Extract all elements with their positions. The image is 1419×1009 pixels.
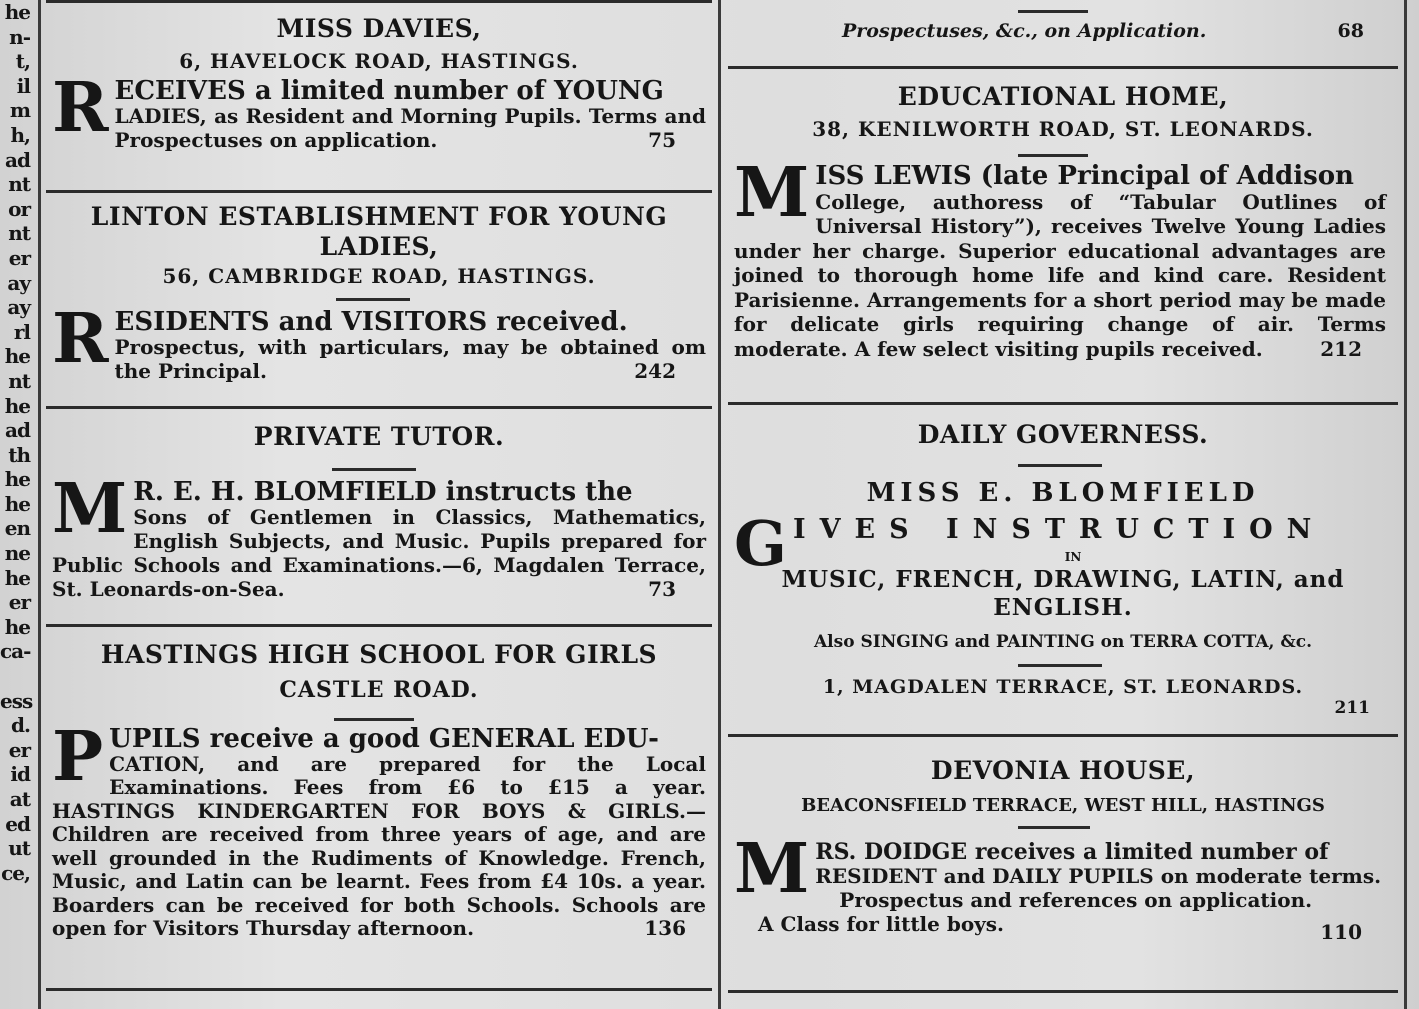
short-rule — [1018, 154, 1088, 157]
gutter-fragment: at — [9, 787, 30, 811]
divider — [46, 988, 712, 991]
short-rule — [1018, 826, 1090, 829]
drop-cap: M — [52, 469, 128, 549]
ad-body — [728, 829, 1398, 944]
ad-address: CASTLE ROAD. — [279, 677, 479, 703]
divider — [46, 406, 712, 409]
gutter-fragment: en — [4, 516, 30, 541]
gutter-fragment: ad — [5, 147, 30, 172]
gutter-fragment: rl — [13, 319, 30, 344]
ad-body — [46, 68, 712, 152]
gutter-fragment: or — [8, 196, 30, 221]
ad-body — [728, 153, 1398, 361]
gutter-fragment: nt — [8, 368, 30, 393]
ad-high-school — [46, 640, 712, 703]
gutter-fragment: he — [4, 393, 30, 418]
column-rule-right — [1404, 0, 1407, 1009]
short-rule — [332, 468, 416, 471]
ad-address: 38, KENILWORTH ROAD, ST. LEONARDS. — [812, 117, 1314, 141]
ad-address: 1, MAGDALEN TERRACE, ST. LEONARDS. — [822, 676, 1304, 698]
gutter-fragment: h, — [10, 122, 30, 147]
gutter-fragment: ay — [7, 270, 30, 295]
gutter-fragment: th — [8, 442, 30, 467]
ad-line: A Class for little boys. — [758, 912, 1005, 936]
gutter-fragment: er — [8, 590, 30, 615]
divider — [46, 190, 712, 193]
ad-number: 136 — [644, 916, 686, 940]
ad-tutor-body — [46, 469, 712, 601]
divider — [46, 624, 712, 627]
ad-number: 73 — [648, 577, 676, 601]
short-rule — [336, 298, 410, 301]
ad-text: College, authoress of “Tabular Outlines of Universal History”), receives Twelve Young Ladies under her charge. Superior educational advantages are joined to thorough home life and kind care. Resident Parisienne. Arrangements for a short period may be made for delicate girls requiring change of air. Terms moderate. A few select visiting pupils received. — [734, 189, 1386, 361]
ad-number: 211 — [1334, 698, 1370, 718]
ad-number: 110 — [1320, 920, 1362, 944]
gutter-fragment: he — [4, 565, 30, 590]
left-gutter-fragments — [0, 0, 36, 1009]
gutter-fragment: ed — [5, 811, 30, 836]
drop-cap: G — [734, 507, 787, 580]
gutter-fragment: ess — [0, 688, 33, 713]
ad-private-tutor — [46, 422, 712, 451]
ad-educational-home — [728, 82, 1398, 141]
ad-subjects: MUSIC, FRENCH, DRAWING, LATIN, and ENGLISH. — [781, 566, 1345, 621]
gutter-fragment: ca- — [0, 639, 31, 664]
gutter-fragment: er — [8, 737, 30, 762]
short-rule — [1018, 664, 1102, 667]
drop-cap: P — [52, 717, 104, 797]
ad-lead: RS. DOIDGE receives a limited number of — [815, 839, 1329, 865]
ad-miss-davies — [46, 14, 712, 152]
gutter-fragment: he — [4, 467, 30, 492]
gutter-fragment: ce, — [1, 860, 30, 885]
ad-lead: ECEIVES a limited number of YOUNG — [114, 76, 664, 106]
ad-lead: UPILS receive a good GENERAL EDU- — [109, 724, 659, 754]
ad-body — [46, 469, 712, 601]
ad-text: RESIDENT and DAILY PUPILS on moderate terms. — [815, 864, 1382, 888]
ad-body — [46, 717, 712, 941]
ad-also: Also SINGING and PAINTING on TERRA COTTA, &c. — [813, 632, 1312, 652]
gutter-fragment: he — [4, 0, 30, 24]
ad-title: EDUCATIONAL HOME, — [897, 82, 1229, 111]
ad-title: MISS DAVIES, — [276, 14, 482, 43]
column-rule-center — [718, 0, 721, 1009]
gutter-fragment: he — [4, 614, 30, 639]
gutter-fragment: m — [9, 98, 30, 123]
gutter-fragment: ad — [5, 418, 30, 443]
gutter-fragment: nt — [8, 172, 30, 197]
gutter-fragment: t, — [15, 49, 30, 74]
divider — [728, 990, 1398, 993]
ad-lead: ESIDENTS and VISITORS received. — [114, 307, 628, 337]
ad-lead: ISS LEWIS (late Principal of Addison — [815, 161, 1354, 191]
divider — [46, 0, 712, 3]
ad-address: 56, CAMBRIDGE ROAD, HASTINGS. — [162, 264, 596, 288]
ad-devonia-house — [728, 756, 1398, 816]
drop-cap: R — [52, 68, 109, 148]
ad-line: Prospectus and references on application. — [839, 888, 1313, 912]
ad-number: 212 — [1320, 336, 1362, 361]
divider — [728, 66, 1398, 69]
column-rule-left — [38, 0, 41, 1009]
ad-lead: IVES INSTRUCTION — [792, 514, 1326, 545]
left-column — [46, 0, 712, 1009]
ad-title: DEVONIA HOUSE, — [930, 756, 1196, 785]
ad-high-school-body — [46, 717, 712, 941]
short-rule — [334, 718, 414, 721]
gutter-fragment: he — [4, 344, 30, 369]
divider — [728, 402, 1398, 405]
ad-lead: R. E. H. BLOMFIELD instructs the — [133, 477, 633, 507]
gutter-fragment: d. — [11, 713, 30, 738]
gutter-fragment: he — [4, 491, 30, 516]
gutter-fragment: il — [16, 73, 30, 98]
gutter-fragment: nt — [8, 221, 30, 246]
ad-number: 242 — [634, 359, 676, 383]
ad-text: LADIES, as Resident and Morning Pupils. Terms and Prospectuses on application. — [114, 104, 706, 152]
ad-title: HASTINGS HIGH SCHOOL FOR GIRLS — [100, 640, 658, 669]
ad-daily-governess — [728, 420, 1398, 449]
drop-cap: M — [734, 153, 810, 233]
ad-number: 75 — [648, 128, 676, 152]
ad-linton-body — [46, 299, 712, 383]
ad-governess-name — [728, 478, 1398, 508]
drop-cap: R — [52, 299, 109, 379]
gutter-fragment: id — [10, 762, 30, 787]
ad-number: 68 — [1337, 20, 1364, 42]
ad-in: IN — [1064, 550, 1082, 564]
ad-text: Sons of Gentlemen in Classics, Mathematics, English Subjects, and Music. Pupils prepared for Public Schools and Examinations.—6, Magdalen Terrace, St. Leonards-on-Sea. — [52, 505, 706, 601]
ad-address: BEACONSFIELD TERRACE, WEST HILL, HASTINGS — [801, 795, 1325, 816]
gutter-fragment: ut — [8, 836, 30, 861]
drop-cap: M — [734, 829, 810, 909]
ad-educational-home-body — [728, 153, 1398, 361]
ad-text: Prospectus, with particulars, may be obtained om the Principal. — [114, 335, 706, 383]
short-rule — [1018, 464, 1102, 467]
gutter-fragment: ay — [7, 295, 30, 320]
ad-body — [46, 299, 712, 383]
ad-text: CATION, and are prepared for the Local Examinations. Fees from £6 to £15 a year. HASTINGS KINDERGARTEN FOR BOYS & GIRLS.—Children are received from three years of age, and are well grounded in the Rudiments of Knowledge. French, Music, and Latin can be learnt. Fees from £4 10s. a year. Boarders can be received for both Schools. Schools are open for Visitors Thursday afternoon. — [52, 751, 706, 940]
ad-title: DAILY GOVERNESS. — [917, 420, 1209, 449]
prospectus-line — [728, 20, 1398, 42]
ad-linton-establishment — [46, 202, 712, 288]
ad-devonia-body — [728, 829, 1398, 944]
gutter-fragment: ne — [4, 541, 30, 566]
prospectus-text: Prospectuses, &c., on Application. — [842, 20, 1207, 42]
gutter-fragment: n- — [9, 24, 30, 49]
right-column — [728, 0, 1398, 1009]
governess-name: MISS E. BLOMFIELD — [866, 478, 1260, 508]
ad-title: LINTON ESTABLISHMENT FOR YOUNG LADIES, — [90, 202, 668, 261]
divider — [728, 734, 1398, 737]
ad-address: 6, HAVELOCK ROAD, HASTINGS. — [179, 49, 579, 73]
gutter-fragment: er — [8, 245, 30, 270]
ad-title: PRIVATE TUTOR. — [253, 422, 505, 451]
short-rule — [1018, 10, 1088, 13]
gutter-fragment — [0, 664, 36, 689]
